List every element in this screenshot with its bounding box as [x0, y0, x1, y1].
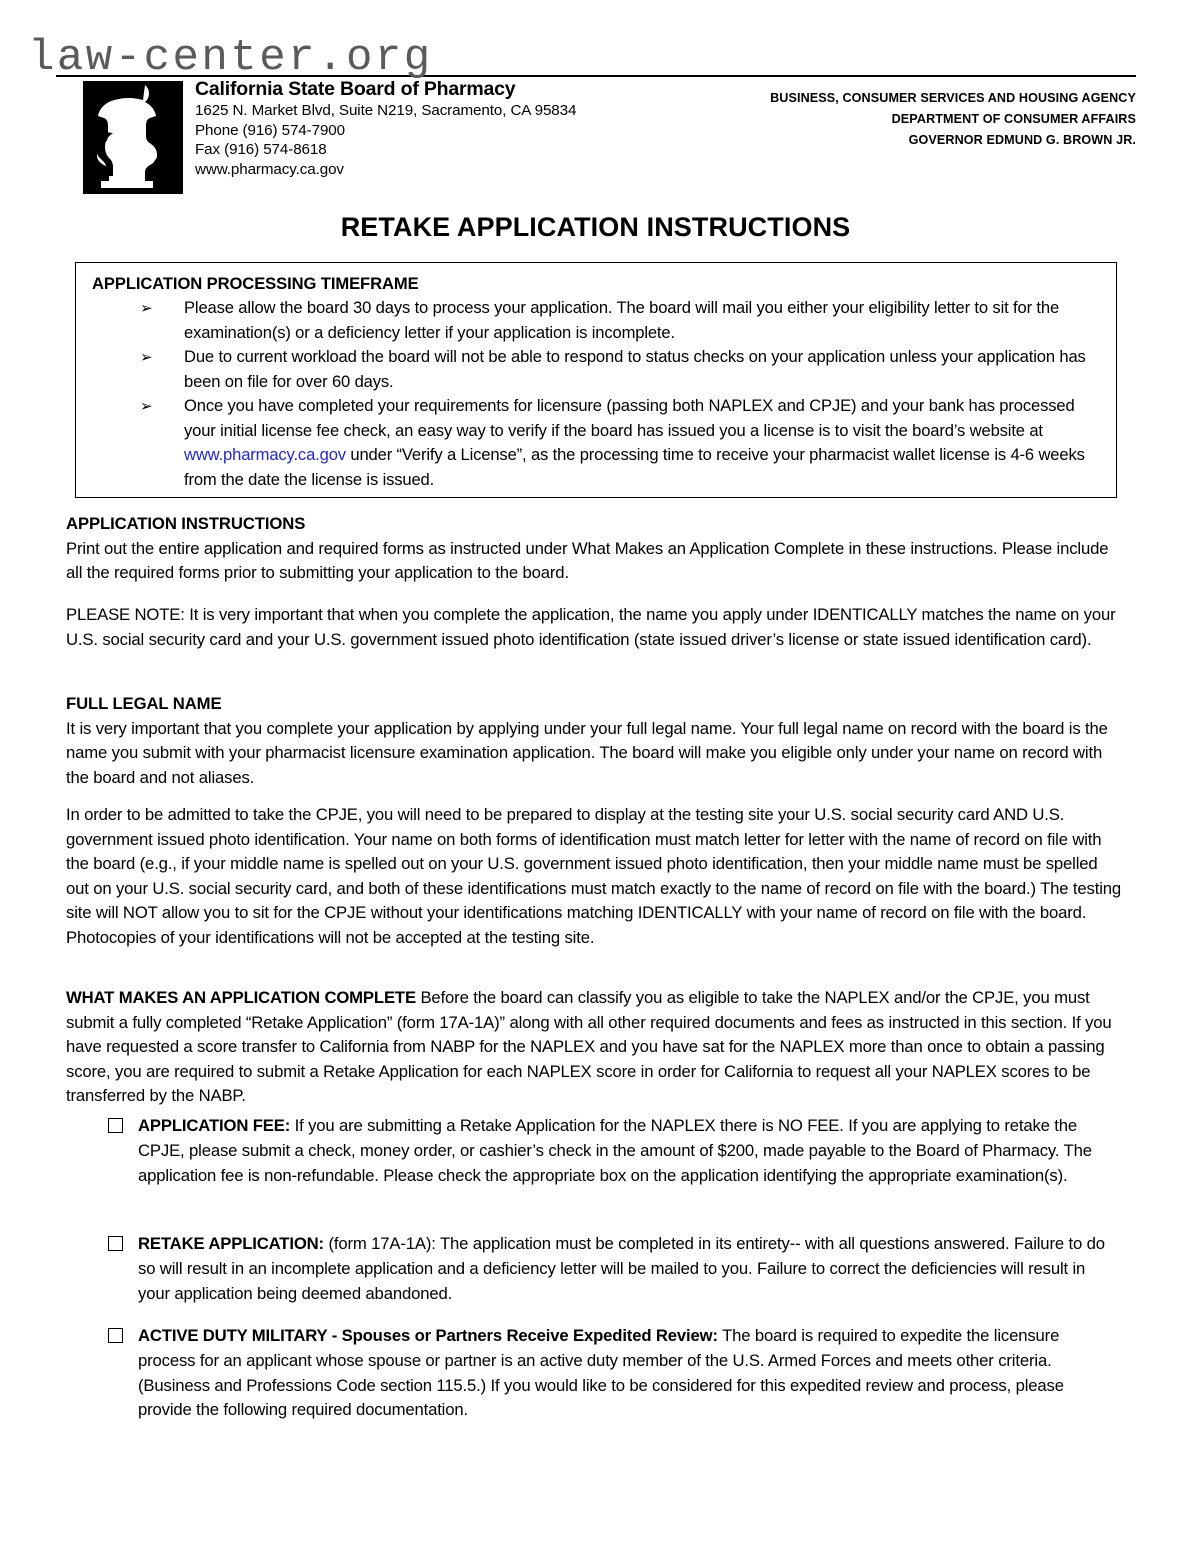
pharmacy-board-logo-icon	[83, 81, 183, 194]
agency-line-3: GOVERNOR EDMUND G. BROWN JR.	[908, 133, 1136, 147]
application-instructions-section	[66, 512, 1124, 586]
organization-info	[195, 78, 715, 179]
full-legal-name-body: It is very important that you complete your application by applying under your full legal name. Your full legal name on record with the board is the name you submit with your pharmacist licensure examination application. The board will make you eligible only under your name on record with the board and not aliases.	[66, 718, 1108, 787]
arrow-bullet-icon: ➢	[140, 348, 153, 366]
checklist-item-body: (form 17A-1A): The application must be completed in its entirety-- with all questions answered. Failure to do so will result in an incomplete application and a deficiency letter will be mailed to you. Failure to correct the deficiencies will result in your application being deemed abandoned.	[138, 1234, 1105, 1303]
checklist-item-label: ACTIVE DUTY MILITARY - Spouses or Partners Receive Expedited Review:	[138, 1326, 718, 1345]
header-divider-rule	[56, 75, 1136, 77]
full-legal-name-heading: FULL LEGAL NAME	[66, 694, 222, 713]
timeframe-item-text-part-1: Once you have completed your requirements for licensure (passing both NAPLEX and CPJE) and your bank has processed your initial license fee check, an easy way to verify if the board has issued you a license is to visit the board’s website at	[184, 396, 1075, 440]
full-legal-name-section	[66, 692, 1124, 790]
page-title: RETAKE APPLICATION INSTRUCTIONS	[340, 212, 851, 242]
agency-info	[770, 88, 1136, 151]
document-header	[0, 78, 1191, 193]
what-makes-body: Before the board can classify you as eligible to take the NAPLEX and/or the CPJE, you must submit a fully completed “Retake Application” (form 17A-1A)” along with all other required documents and fees as instructed in this section. If you have requested a score transfer to California from NABP for the NAPLEX and you have sat for the NAPLEX more than once to obtain a passing score, you are required to submit a Retake Application for each NAPLEX score in order for California to request all your NAPLEX scores to be transferred by the NABP.	[66, 988, 1112, 1106]
watermark-law-center-org: law-center.org	[28, 33, 433, 83]
pharmacy-website-link[interactable]: www.pharmacy.ca.gov	[184, 445, 346, 464]
agency-line-2: DEPARTMENT OF CONSUMER AFFAIRS	[891, 112, 1136, 126]
checklist-item-label: RETAKE APPLICATION:	[138, 1234, 324, 1253]
checkbox-icon[interactable]	[108, 1236, 123, 1251]
checklist-item-application-fee[interactable]	[108, 1114, 1118, 1188]
arrow-bullet-icon: ➢	[140, 299, 153, 317]
checklist-item-body: If you are submitting a Retake Application for the NAPLEX there is NO FEE. If you are applying to retake the CPJE, please submit a check, money order, or cashier’s check in the amount of $200, made payable to the Board of Pharmacy. The application fee is non-refundable. Please check the appropriate box on the application identifying the appropriate examination(s).	[138, 1116, 1092, 1185]
checkbox-icon[interactable]	[108, 1118, 123, 1133]
organization-website: www.pharmacy.ca.gov	[195, 160, 344, 178]
organization-address: 1625 N. Market Blvd, Suite N219, Sacramento, CA 95834	[195, 102, 577, 119]
application-processing-timeframe-box	[75, 262, 1117, 498]
checkbox-icon[interactable]	[108, 1328, 123, 1343]
what-makes-heading: WHAT MAKES AN APPLICATION COMPLETE	[66, 988, 416, 1007]
agency-line-1: BUSINESS, CONSUMER SERVICES AND HOUSING AGENCY	[770, 91, 1136, 105]
organization-name: California State Board of Pharmacy	[195, 78, 516, 100]
what-makes-application-complete-section	[66, 986, 1124, 1109]
timeframe-item-text: Please allow the board 30 days to process your application. The board will mail you either your eligibility letter to sit for the examination(s) or a deficiency letter if your application is incomplete.	[184, 298, 1060, 342]
timeframe-bullet-list	[92, 296, 1100, 492]
timeframe-list-item	[92, 394, 1100, 492]
timeframe-list-item	[92, 296, 1100, 345]
checklist-item-retake-application[interactable]	[108, 1232, 1118, 1306]
checklist-item-label: APPLICATION FEE:	[138, 1116, 291, 1135]
arrow-bullet-icon: ➢	[140, 397, 153, 415]
timeframe-item-text: Due to current workload the board will not be able to respond to status checks on your application unless your application has been on file for over 60 days.	[184, 347, 1086, 391]
cpje-admission-paragraph	[66, 803, 1124, 951]
organization-phone: Phone (916) 574-7900	[195, 121, 345, 139]
timeframe-item-text-part-2: under “Verify a License”, as the processing time to receive your pharmacist wallet license is 4-6 weeks from the date the license is issued.	[184, 445, 1085, 489]
cpje-admission-text: In order to be admitted to take the CPJE, you will need to be prepared to display at the testing site your U.S. social security card AND U.S. government issued photo identification. Your name on both forms of identification must match letter for letter with the name of record on file with the board (e.g., if your middle name is spelled out on your U.S. government issued photo identification, then your middle name must be spelled out on your U.S. social security card, and both of these identifications must match exactly to the name of record on file with the board.) The testing site will NOT allow you to sit for the CPJE without your identifications matching IDENTICALLY with your name of record on file with the board. Photocopies of your identifications will not be accepted at the testing site.	[66, 805, 1122, 947]
timeframe-list-item	[92, 345, 1100, 394]
checklist-item-body: The board is required to expedite the licensure process for an applicant whose spouse or partner is an active duty member of the U.S. Armed Forces and meets other criteria. (Business and Professions Code section 115.5.) If you would like to be considered for this expedited review and process, please provide the following required documentation.	[138, 1326, 1064, 1420]
please-note-paragraph	[66, 603, 1124, 652]
organization-fax: Fax (916) 574-8618	[195, 141, 327, 158]
timeframe-box-title: APPLICATION PROCESSING TIMEFRAME	[92, 274, 419, 293]
please-note-text: PLEASE NOTE: It is very important that when you complete the application, the name you apply under IDENTICALLY matches the name on your U.S. social security card and your U.S. government issued photo identification (state issued driver’s license or state issued identification card).	[66, 605, 1116, 649]
application-instructions-body: Print out the entire application and required forms as instructed under What Makes an Application Complete in these instructions. Please include all the required forms prior to submitting your application to the board.	[66, 538, 1109, 583]
checklist-item-active-duty-military[interactable]	[108, 1324, 1118, 1423]
application-instructions-heading: APPLICATION INSTRUCTIONS	[66, 514, 306, 533]
